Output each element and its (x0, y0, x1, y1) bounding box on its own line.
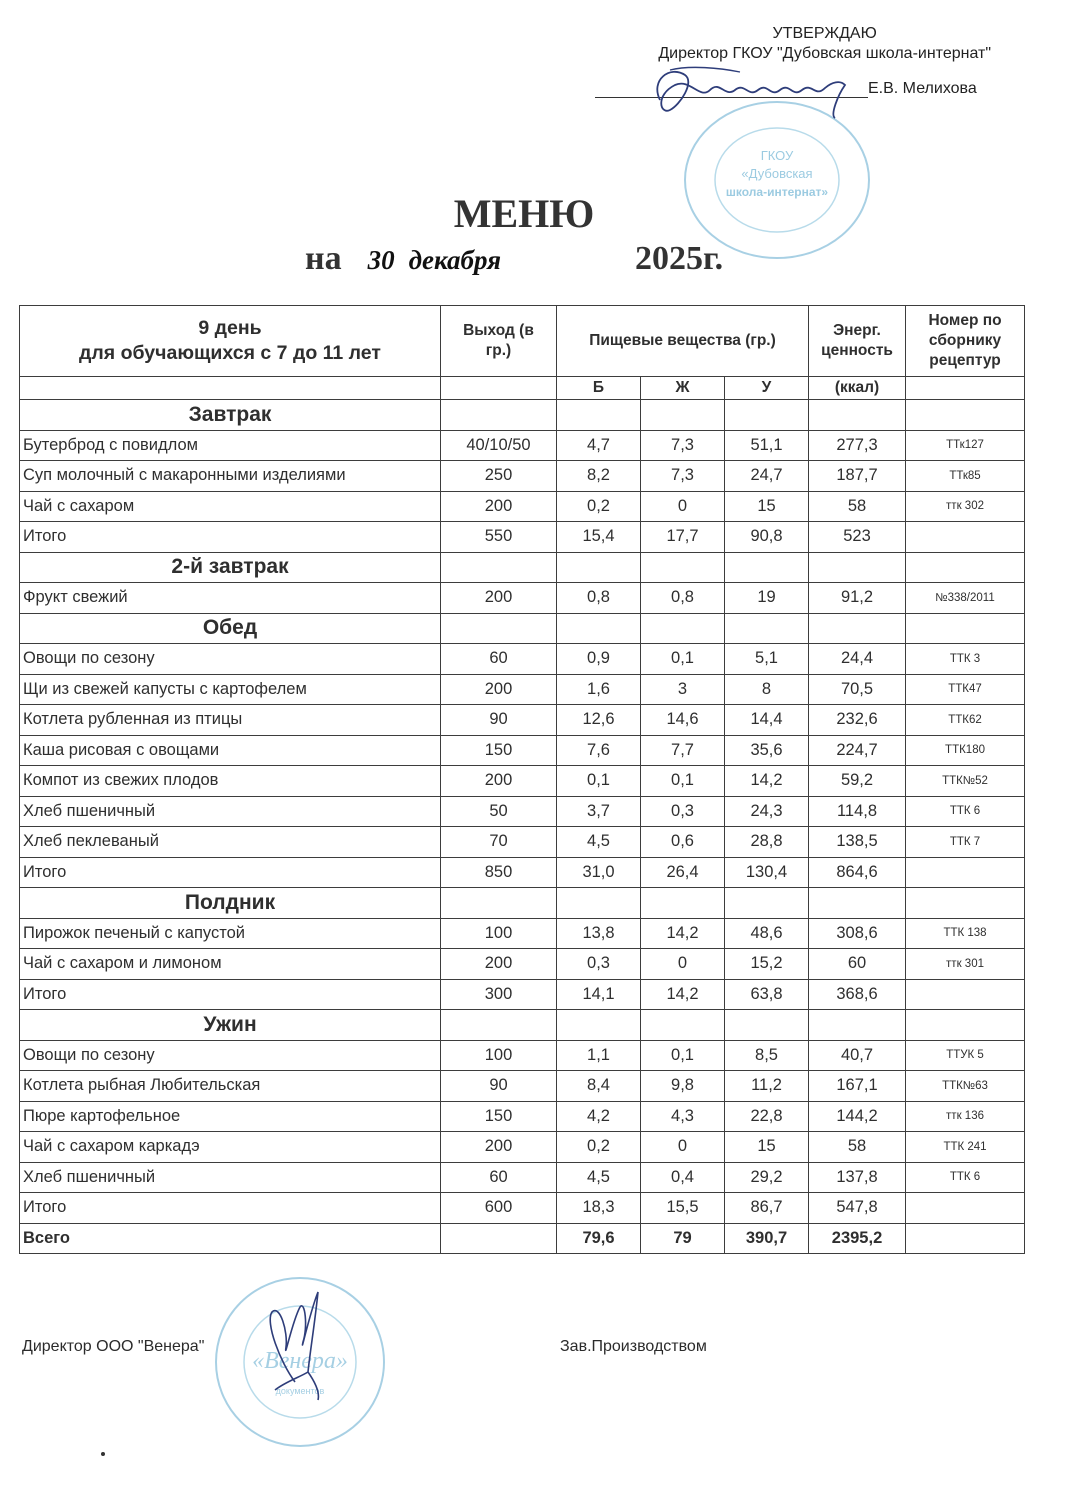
subtotal-row (20, 1193, 1025, 1224)
carbs-cell: 35,6 (725, 735, 809, 766)
section-title: Обед (20, 613, 441, 644)
table-row (20, 705, 1025, 736)
empty-cell (809, 888, 906, 919)
dish-name: Котлета рубленная из птицы (20, 705, 441, 736)
recipe-cell: ТТК62 (906, 705, 1025, 736)
protein-cell: 13,8 (557, 918, 641, 949)
empty-cell (641, 888, 725, 919)
empty-cell (641, 613, 725, 644)
table-row (20, 796, 1025, 827)
recipe-cell: ТТК 6 (906, 1162, 1025, 1193)
energy-cell: 91,2 (809, 583, 906, 614)
table-row (20, 918, 1025, 949)
header-nutrients: Пищевые вещества (гр.) (557, 306, 809, 377)
protein-cell: 0,2 (557, 1132, 641, 1163)
empty-cell (906, 1010, 1025, 1041)
output-cell: 200 (441, 491, 557, 522)
protein-cell: 0,3 (557, 949, 641, 980)
dish-name: Бутерброд с повидлом (20, 430, 441, 461)
recipe-cell: ТТК№63 (906, 1071, 1025, 1102)
fat-cell: 0 (641, 1132, 725, 1163)
empty-cell (557, 888, 641, 919)
carbs-cell: 8,5 (725, 1040, 809, 1071)
empty-cell (906, 888, 1025, 919)
protein-cell: 1,1 (557, 1040, 641, 1071)
subtotal-row (20, 979, 1025, 1010)
total-protein-cell: 79,6 (557, 1223, 641, 1254)
output-cell: 200 (441, 583, 557, 614)
section-title: Ужин (20, 1010, 441, 1041)
fat-cell: 14,2 (641, 979, 725, 1010)
dish-name: Хлеб пшеничный (20, 1162, 441, 1193)
fat-cell: 0,8 (641, 583, 725, 614)
carbs-cell: 51,1 (725, 430, 809, 461)
fat-cell: 26,4 (641, 857, 725, 888)
section-row (20, 888, 1025, 919)
recipe-cell: ттк 301 (906, 949, 1025, 980)
output-cell: 850 (441, 857, 557, 888)
output-cell: 200 (441, 674, 557, 705)
recipe-cell: ТТУК 5 (906, 1040, 1025, 1071)
empty-cell (809, 613, 906, 644)
energy-cell: 138,5 (809, 827, 906, 858)
protein-cell: 18,3 (557, 1193, 641, 1224)
carbs-cell: 5,1 (725, 644, 809, 675)
carbs-cell: 86,7 (725, 1193, 809, 1224)
output-cell: 150 (441, 1101, 557, 1132)
fat-cell: 7,3 (641, 461, 725, 492)
protein-cell: 4,2 (557, 1101, 641, 1132)
recipe-cell (906, 522, 1025, 553)
empty-cell (725, 888, 809, 919)
fat-cell: 14,2 (641, 918, 725, 949)
table-row (20, 1040, 1025, 1071)
stamp-text-3: школа-интернат» (725, 185, 829, 199)
section-row (20, 1010, 1025, 1041)
carbs-cell: 14,4 (725, 705, 809, 736)
table-header-row (20, 306, 1025, 377)
dish-name: Чай с сахаром и лимоном (20, 949, 441, 980)
fat-cell: 15,5 (641, 1193, 725, 1224)
date-day: 30 (367, 245, 395, 275)
protein-cell: 0,1 (557, 766, 641, 797)
carbs-cell: 24,3 (725, 796, 809, 827)
dish-name: Суп молочный с макаронными изделиями (20, 461, 441, 492)
carbs-cell: 22,8 (725, 1101, 809, 1132)
header-kcal: (ккал) (809, 377, 906, 400)
output-cell: 600 (441, 1193, 557, 1224)
section-row (20, 613, 1025, 644)
empty-cell (725, 1010, 809, 1041)
output-cell: 40/10/50 (441, 430, 557, 461)
dish-name: Фрукт свежий (20, 583, 441, 614)
stamp-text-2: «Дубовская (741, 166, 813, 181)
total-fat-cell: 79 (641, 1223, 725, 1254)
recipe-cell: ТТк85 (906, 461, 1025, 492)
recipe-cell (906, 979, 1025, 1010)
subtotal-row (20, 522, 1025, 553)
approver-name: Е.В. Мелихова (868, 80, 977, 97)
recipe-cell: ТТК180 (906, 735, 1025, 766)
energy-cell: 864,6 (809, 857, 906, 888)
subheader-empty-output (441, 377, 557, 400)
approval-heading: УТВЕРЖДАЮ (772, 25, 877, 42)
recipe-cell: ттк 136 (906, 1101, 1025, 1132)
table-row (20, 1101, 1025, 1132)
subheader-empty-recipe (906, 377, 1025, 400)
menu-date (305, 240, 724, 278)
empty-cell (641, 1010, 725, 1041)
empty-cell (725, 400, 809, 431)
dish-name: Пирожок печеный с капустой (20, 918, 441, 949)
table-row (20, 1071, 1025, 1102)
protein-cell: 15,4 (557, 522, 641, 553)
page-title: МЕНЮ (453, 191, 595, 236)
footer-production-head-label: Зав.Производством (560, 1338, 707, 1355)
energy-cell: 167,1 (809, 1071, 906, 1102)
carbs-cell: 29,2 (725, 1162, 809, 1193)
protein-cell: 0,2 (557, 491, 641, 522)
fat-cell: 17,7 (641, 522, 725, 553)
dish-name: Итого (20, 857, 441, 888)
output-cell: 150 (441, 735, 557, 766)
carbs-cell: 15 (725, 1132, 809, 1163)
dish-name: Итого (20, 1193, 441, 1224)
fat-cell: 14,6 (641, 705, 725, 736)
recipe-cell: ТТК 241 (906, 1132, 1025, 1163)
output-cell: 100 (441, 918, 557, 949)
dish-name: Котлета рыбная Любительская (20, 1071, 441, 1102)
empty-cell (557, 400, 641, 431)
header-protein: Б (557, 377, 641, 400)
empty-cell (809, 400, 906, 431)
dish-name: Итого (20, 979, 441, 1010)
menu-body (20, 400, 1025, 1254)
table-row (20, 583, 1025, 614)
protein-cell: 1,6 (557, 674, 641, 705)
section-title: Завтрак (20, 400, 441, 431)
recipe-cell (906, 857, 1025, 888)
protein-cell: 14,1 (557, 979, 641, 1010)
total-output-cell (441, 1223, 557, 1254)
fat-cell: 0,1 (641, 766, 725, 797)
subtotal-row (20, 857, 1025, 888)
empty-cell (906, 400, 1025, 431)
output-cell: 200 (441, 949, 557, 980)
fat-cell: 0,6 (641, 827, 725, 858)
output-cell: 300 (441, 979, 557, 1010)
header-age-group: для обучающихся с 7 до 11 лет (79, 342, 381, 364)
table-row (20, 644, 1025, 675)
output-cell: 250 (441, 461, 557, 492)
energy-cell: 40,7 (809, 1040, 906, 1071)
total-recipe-cell (906, 1223, 1025, 1254)
section-title: 2-й завтрак (20, 552, 441, 583)
empty-cell (725, 552, 809, 583)
footer-director-label: Директор ООО "Венера" (22, 1338, 205, 1355)
fat-cell: 4,3 (641, 1101, 725, 1132)
energy-cell: 224,7 (809, 735, 906, 766)
dish-name: Щи из свежей капусты с картофелем (20, 674, 441, 705)
carbs-cell: 11,2 (725, 1071, 809, 1102)
carbs-cell: 90,8 (725, 522, 809, 553)
stamp-text-1: ГКОУ (760, 148, 794, 163)
output-cell: 200 (441, 766, 557, 797)
table-row (20, 461, 1025, 492)
stamp-center-text: «Венера» (252, 1348, 348, 1374)
protein-cell: 4,5 (557, 1162, 641, 1193)
protein-cell: 7,6 (557, 735, 641, 766)
empty-cell (809, 1010, 906, 1041)
total-carbs-cell: 390,7 (725, 1223, 809, 1254)
energy-cell: 58 (809, 491, 906, 522)
subheader-empty-name (20, 377, 441, 400)
header-energy: Энерг. ценность (809, 306, 906, 377)
protein-cell: 8,4 (557, 1071, 641, 1102)
dish-name: Чай с сахаром (20, 491, 441, 522)
energy-cell: 24,4 (809, 644, 906, 675)
empty-cell (441, 888, 557, 919)
fat-cell: 0,3 (641, 796, 725, 827)
carbs-cell: 48,6 (725, 918, 809, 949)
date-year: 2025г. (635, 240, 724, 277)
fat-cell: 0,4 (641, 1162, 725, 1193)
approval-position: Директор ГКОУ "Дубовская школа-интернат" (658, 45, 991, 62)
protein-cell: 31,0 (557, 857, 641, 888)
energy-cell: 523 (809, 522, 906, 553)
director-signature-icon (640, 60, 870, 120)
empty-cell (641, 552, 725, 583)
energy-cell: 137,8 (809, 1162, 906, 1193)
table-row (20, 430, 1025, 461)
grand-total-row (20, 1223, 1025, 1254)
dish-name: Овощи по сезону (20, 1040, 441, 1071)
energy-cell: 70,5 (809, 674, 906, 705)
fat-cell: 0 (641, 949, 725, 980)
carbs-cell: 28,8 (725, 827, 809, 858)
protein-cell: 4,7 (557, 430, 641, 461)
output-cell: 200 (441, 1132, 557, 1163)
empty-cell (809, 552, 906, 583)
empty-cell (641, 400, 725, 431)
fat-cell: 0,1 (641, 1040, 725, 1071)
carbs-cell: 24,7 (725, 461, 809, 492)
section-row (20, 400, 1025, 431)
scan-speck (101, 1452, 105, 1456)
empty-cell (906, 613, 1025, 644)
recipe-cell: ТТк127 (906, 430, 1025, 461)
section-row (20, 552, 1025, 583)
date-month: декабря (408, 245, 502, 275)
table-row (20, 1132, 1025, 1163)
dish-name: Овощи по сезону (20, 644, 441, 675)
header-fat: Ж (641, 377, 725, 400)
empty-cell (441, 552, 557, 583)
energy-cell: 547,8 (809, 1193, 906, 1224)
empty-cell (557, 613, 641, 644)
output-cell: 550 (441, 522, 557, 553)
output-cell: 70 (441, 827, 557, 858)
energy-cell: 232,6 (809, 705, 906, 736)
energy-cell: 60 (809, 949, 906, 980)
empty-cell (557, 1010, 641, 1041)
empty-cell (441, 613, 557, 644)
recipe-cell: ТТК№52 (906, 766, 1025, 797)
carbs-cell: 15,2 (725, 949, 809, 980)
fat-cell: 9,8 (641, 1071, 725, 1102)
recipe-cell: ТТК 3 (906, 644, 1025, 675)
energy-cell: 187,7 (809, 461, 906, 492)
recipe-cell: №338/2011 (906, 583, 1025, 614)
fat-cell: 3 (641, 674, 725, 705)
empty-cell (557, 552, 641, 583)
dish-name: Пюре картофельное (20, 1101, 441, 1132)
table-row (20, 1162, 1025, 1193)
recipe-cell: ТТК 6 (906, 796, 1025, 827)
protein-cell: 0,8 (557, 583, 641, 614)
fat-cell: 7,7 (641, 735, 725, 766)
date-prefix: на (305, 240, 342, 277)
table-row (20, 766, 1025, 797)
carbs-cell: 15 (725, 491, 809, 522)
header-carbs: У (725, 377, 809, 400)
protein-cell: 12,6 (557, 705, 641, 736)
header-day (20, 306, 441, 377)
header-recipe: Номер по сборнику рецептур (906, 306, 1025, 377)
carbs-cell: 19 (725, 583, 809, 614)
fat-cell: 0 (641, 491, 725, 522)
dish-name: Каша рисовая с овощами (20, 735, 441, 766)
output-cell: 60 (441, 644, 557, 675)
header-output: Выход (в гр.) (441, 306, 557, 377)
output-cell: 50 (441, 796, 557, 827)
total-energy-cell: 2395,2 (809, 1223, 906, 1254)
output-cell: 60 (441, 1162, 557, 1193)
header-day-number: 9 день (198, 317, 262, 339)
table-row (20, 827, 1025, 858)
recipe-cell: ТТК47 (906, 674, 1025, 705)
dish-name: Компот из свежих плодов (20, 766, 441, 797)
recipe-cell: ттк 302 (906, 491, 1025, 522)
dish-name: Хлеб пеклеваный (20, 827, 441, 858)
carbs-cell: 14,2 (725, 766, 809, 797)
energy-cell: 59,2 (809, 766, 906, 797)
energy-cell: 308,6 (809, 918, 906, 949)
stamp-sub-text: документов (275, 1386, 325, 1396)
carbs-cell: 130,4 (725, 857, 809, 888)
dish-name: Итого (20, 522, 441, 553)
output-cell: 90 (441, 1071, 557, 1102)
output-cell: 100 (441, 1040, 557, 1071)
recipe-cell: ТТК 138 (906, 918, 1025, 949)
approval-block (658, 24, 991, 64)
dish-name: Хлеб пшеничный (20, 796, 441, 827)
table-row (20, 491, 1025, 522)
protein-cell: 8,2 (557, 461, 641, 492)
table-subheader-row (20, 377, 1025, 400)
section-title: Полдник (20, 888, 441, 919)
energy-cell: 114,8 (809, 796, 906, 827)
empty-cell (441, 1010, 557, 1041)
menu-table (19, 305, 1025, 1254)
empty-cell (441, 400, 557, 431)
table-row (20, 949, 1025, 980)
energy-cell: 277,3 (809, 430, 906, 461)
recipe-cell (906, 1193, 1025, 1224)
output-cell: 90 (441, 705, 557, 736)
empty-cell (725, 613, 809, 644)
energy-cell: 58 (809, 1132, 906, 1163)
fat-cell: 0,1 (641, 644, 725, 675)
energy-cell: 144,2 (809, 1101, 906, 1132)
fat-cell: 7,3 (641, 430, 725, 461)
energy-cell: 368,6 (809, 979, 906, 1010)
carbs-cell: 8 (725, 674, 809, 705)
grand-total-label: Всего (20, 1223, 441, 1254)
dish-name: Чай с сахаром каркадэ (20, 1132, 441, 1163)
protein-cell: 0,9 (557, 644, 641, 675)
protein-cell: 4,5 (557, 827, 641, 858)
protein-cell: 3,7 (557, 796, 641, 827)
recipe-cell: ТТК 7 (906, 827, 1025, 858)
carbs-cell: 63,8 (725, 979, 809, 1010)
empty-cell (906, 552, 1025, 583)
table-row (20, 674, 1025, 705)
table-row (20, 735, 1025, 766)
company-stamp (200, 1272, 400, 1452)
